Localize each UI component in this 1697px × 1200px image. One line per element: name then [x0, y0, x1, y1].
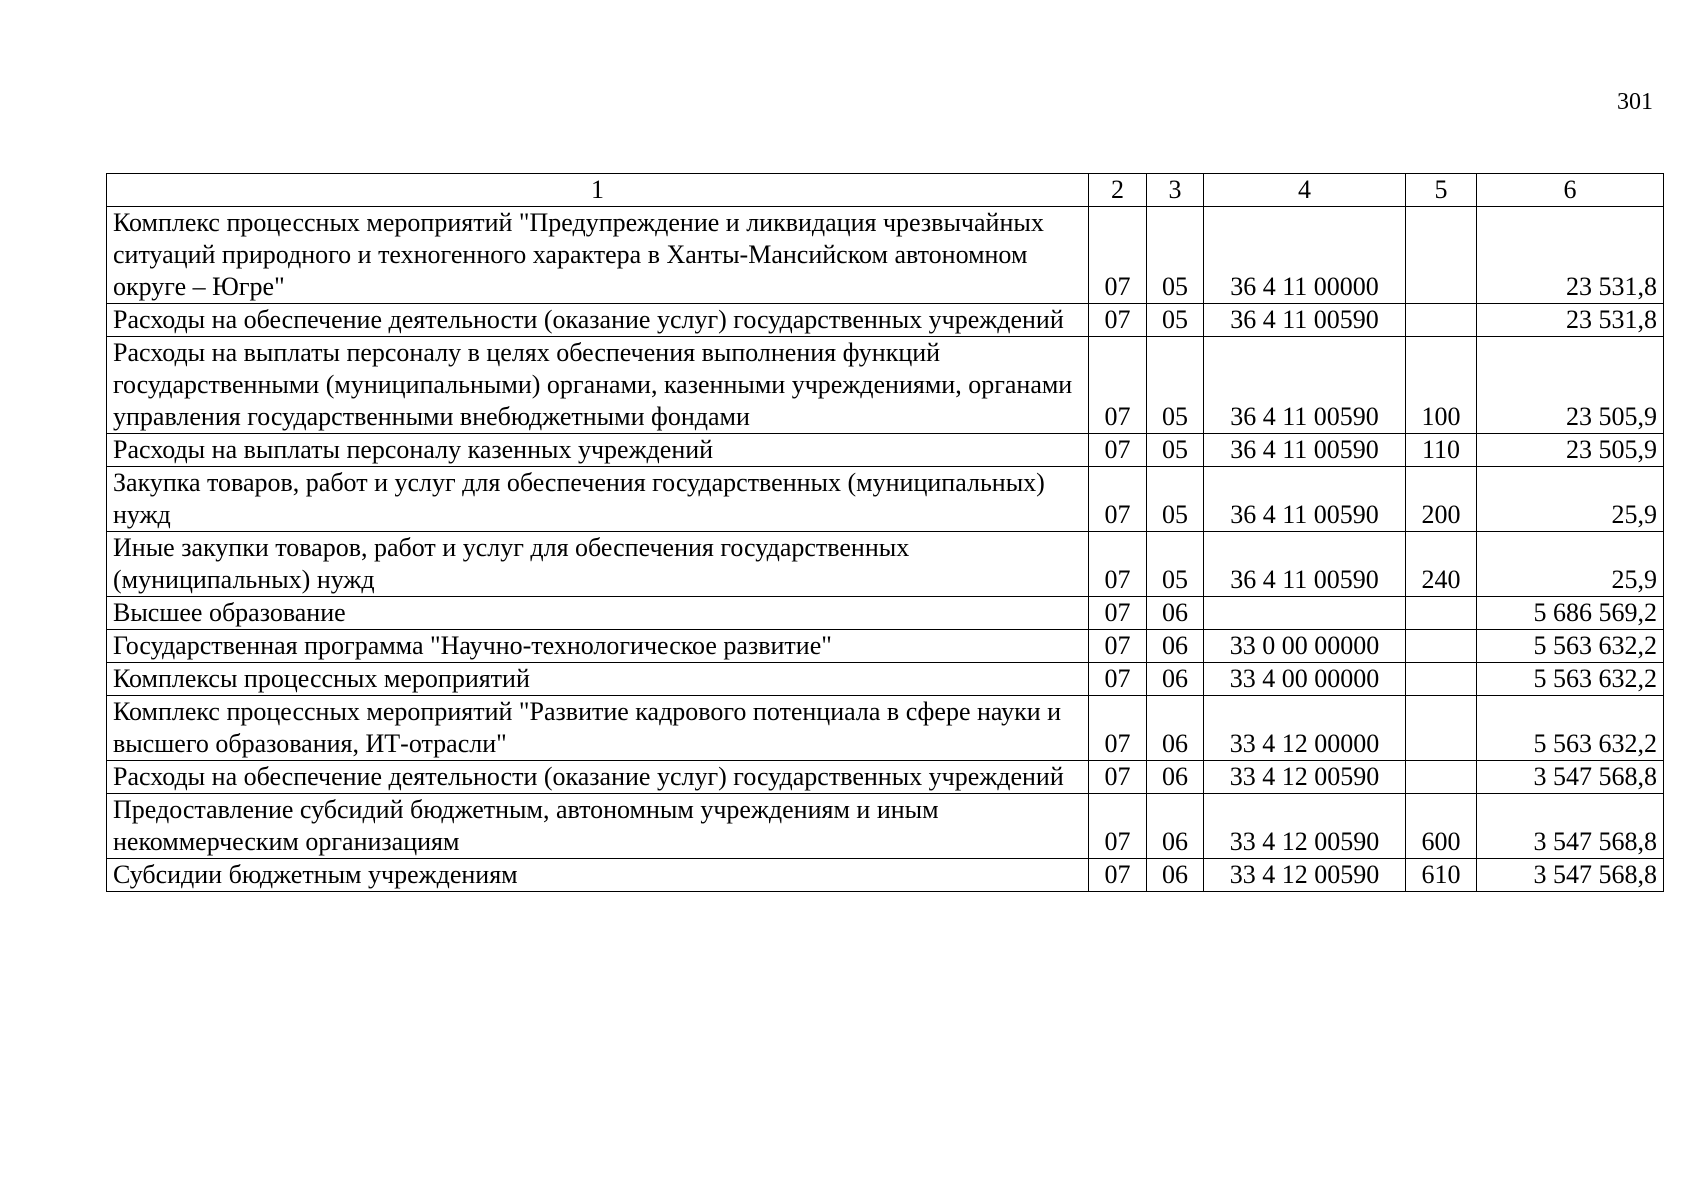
cell-section: 07 [1089, 337, 1147, 434]
cell-subsection: 06 [1147, 696, 1204, 761]
cell-section: 07 [1089, 304, 1147, 337]
cell-amount: 5 563 632,2 [1477, 696, 1664, 761]
cell-name: Расходы на выплаты персоналу в целях обеспечения выполнения функций государственными (муниципальными) органами, казенными учреждениями, органами управления государственными внебюджетными фондами [107, 337, 1089, 434]
header-col-3: 3 [1147, 174, 1204, 207]
cell-amount: 5 686 569,2 [1477, 597, 1664, 630]
cell-subsection: 06 [1147, 859, 1204, 892]
table-row [107, 859, 1664, 892]
header-col-2: 2 [1089, 174, 1147, 207]
cell-subsection: 05 [1147, 304, 1204, 337]
cell-target-article: 36 4 11 00590 [1204, 532, 1406, 597]
cell-expense-type [1406, 761, 1477, 794]
cell-section: 07 [1089, 597, 1147, 630]
cell-name: Закупка товаров, работ и услуг для обеспечения государственных (муниципальных) нужд [107, 467, 1089, 532]
cell-section: 07 [1089, 696, 1147, 761]
cell-amount: 25,9 [1477, 532, 1664, 597]
cell-subsection: 05 [1147, 434, 1204, 467]
cell-expense-type [1406, 304, 1477, 337]
table-row [107, 794, 1664, 859]
cell-amount: 5 563 632,2 [1477, 663, 1664, 696]
cell-subsection: 05 [1147, 207, 1204, 304]
table-row [107, 434, 1664, 467]
cell-expense-type: 100 [1406, 337, 1477, 434]
cell-expense-type [1406, 597, 1477, 630]
cell-expense-type: 610 [1406, 859, 1477, 892]
cell-name: Расходы на обеспечение деятельности (оказание услуг) государственных учреждений [107, 304, 1089, 337]
cell-section: 07 [1089, 207, 1147, 304]
cell-subsection: 06 [1147, 597, 1204, 630]
cell-target-article: 33 4 12 00000 [1204, 696, 1406, 761]
table-row [107, 761, 1664, 794]
cell-amount: 3 547 568,8 [1477, 761, 1664, 794]
cell-target-article: 36 4 11 00590 [1204, 467, 1406, 532]
table-row [107, 337, 1664, 434]
cell-name: Иные закупки товаров, работ и услуг для обеспечения государственных (муниципальных) нужд [107, 532, 1089, 597]
cell-expense-type [1406, 207, 1477, 304]
cell-name: Комплекс процессных мероприятий "Предупреждение и ликвидация чрезвычайных ситуаций природного и техногенного характера в Ханты-Мансийском автономном округе – Югре" [107, 207, 1089, 304]
cell-expense-type [1406, 630, 1477, 663]
table-row [107, 207, 1664, 304]
cell-name: Расходы на обеспечение деятельности (оказание услуг) государственных учреждений [107, 761, 1089, 794]
cell-expense-type [1406, 696, 1477, 761]
cell-section: 07 [1089, 630, 1147, 663]
cell-name: Расходы на выплаты персоналу казенных учреждений [107, 434, 1089, 467]
cell-expense-type: 240 [1406, 532, 1477, 597]
page-number: 301 [1617, 89, 1653, 115]
cell-section: 07 [1089, 467, 1147, 532]
cell-name: Государственная программа "Научно-технологическое развитие" [107, 630, 1089, 663]
cell-subsection: 05 [1147, 467, 1204, 532]
cell-target-article: 33 4 12 00590 [1204, 859, 1406, 892]
table-row [107, 597, 1664, 630]
cell-target-article [1204, 597, 1406, 630]
table-row [107, 532, 1664, 597]
cell-target-article: 36 4 11 00590 [1204, 337, 1406, 434]
cell-amount: 5 563 632,2 [1477, 630, 1664, 663]
cell-name: Субсидии бюджетным учреждениям [107, 859, 1089, 892]
table-row [107, 663, 1664, 696]
header-row [107, 174, 1664, 207]
budget-table [106, 173, 1664, 892]
cell-expense-type: 200 [1406, 467, 1477, 532]
cell-target-article: 36 4 11 00000 [1204, 207, 1406, 304]
cell-expense-type [1406, 663, 1477, 696]
cell-amount: 23 531,8 [1477, 304, 1664, 337]
cell-subsection: 06 [1147, 630, 1204, 663]
table-row [107, 630, 1664, 663]
cell-target-article: 33 4 12 00590 [1204, 794, 1406, 859]
cell-name: Комплекс процессных мероприятий "Развитие кадрового потенциала в сфере науки и высшего образования, ИТ-отрасли" [107, 696, 1089, 761]
cell-name: Комплексы процессных мероприятий [107, 663, 1089, 696]
cell-name: Предоставление субсидий бюджетным, автономным учреждениям и иным некоммерческим организациям [107, 794, 1089, 859]
cell-section: 07 [1089, 434, 1147, 467]
cell-section: 07 [1089, 532, 1147, 597]
table-body [107, 207, 1664, 892]
cell-target-article: 33 4 00 00000 [1204, 663, 1406, 696]
cell-amount: 3 547 568,8 [1477, 794, 1664, 859]
cell-amount: 23 505,9 [1477, 434, 1664, 467]
cell-section: 07 [1089, 859, 1147, 892]
cell-target-article: 33 4 12 00590 [1204, 761, 1406, 794]
cell-section: 07 [1089, 663, 1147, 696]
cell-name: Высшее образование [107, 597, 1089, 630]
cell-expense-type: 110 [1406, 434, 1477, 467]
table-header [107, 174, 1664, 207]
cell-subsection: 05 [1147, 337, 1204, 434]
cell-subsection: 05 [1147, 532, 1204, 597]
header-col-6: 6 [1477, 174, 1664, 207]
cell-section: 07 [1089, 761, 1147, 794]
cell-subsection: 06 [1147, 794, 1204, 859]
cell-subsection: 06 [1147, 663, 1204, 696]
cell-amount: 3 547 568,8 [1477, 859, 1664, 892]
cell-section: 07 [1089, 794, 1147, 859]
cell-subsection: 06 [1147, 761, 1204, 794]
header-col-1: 1 [107, 174, 1089, 207]
cell-target-article: 36 4 11 00590 [1204, 434, 1406, 467]
header-col-4: 4 [1204, 174, 1406, 207]
cell-target-article: 33 0 00 00000 [1204, 630, 1406, 663]
cell-amount: 25,9 [1477, 467, 1664, 532]
cell-expense-type: 600 [1406, 794, 1477, 859]
cell-amount: 23 531,8 [1477, 207, 1664, 304]
header-col-5: 5 [1406, 174, 1477, 207]
table-row [107, 304, 1664, 337]
cell-target-article: 36 4 11 00590 [1204, 304, 1406, 337]
cell-amount: 23 505,9 [1477, 337, 1664, 434]
table-row [107, 467, 1664, 532]
table-row [107, 696, 1664, 761]
